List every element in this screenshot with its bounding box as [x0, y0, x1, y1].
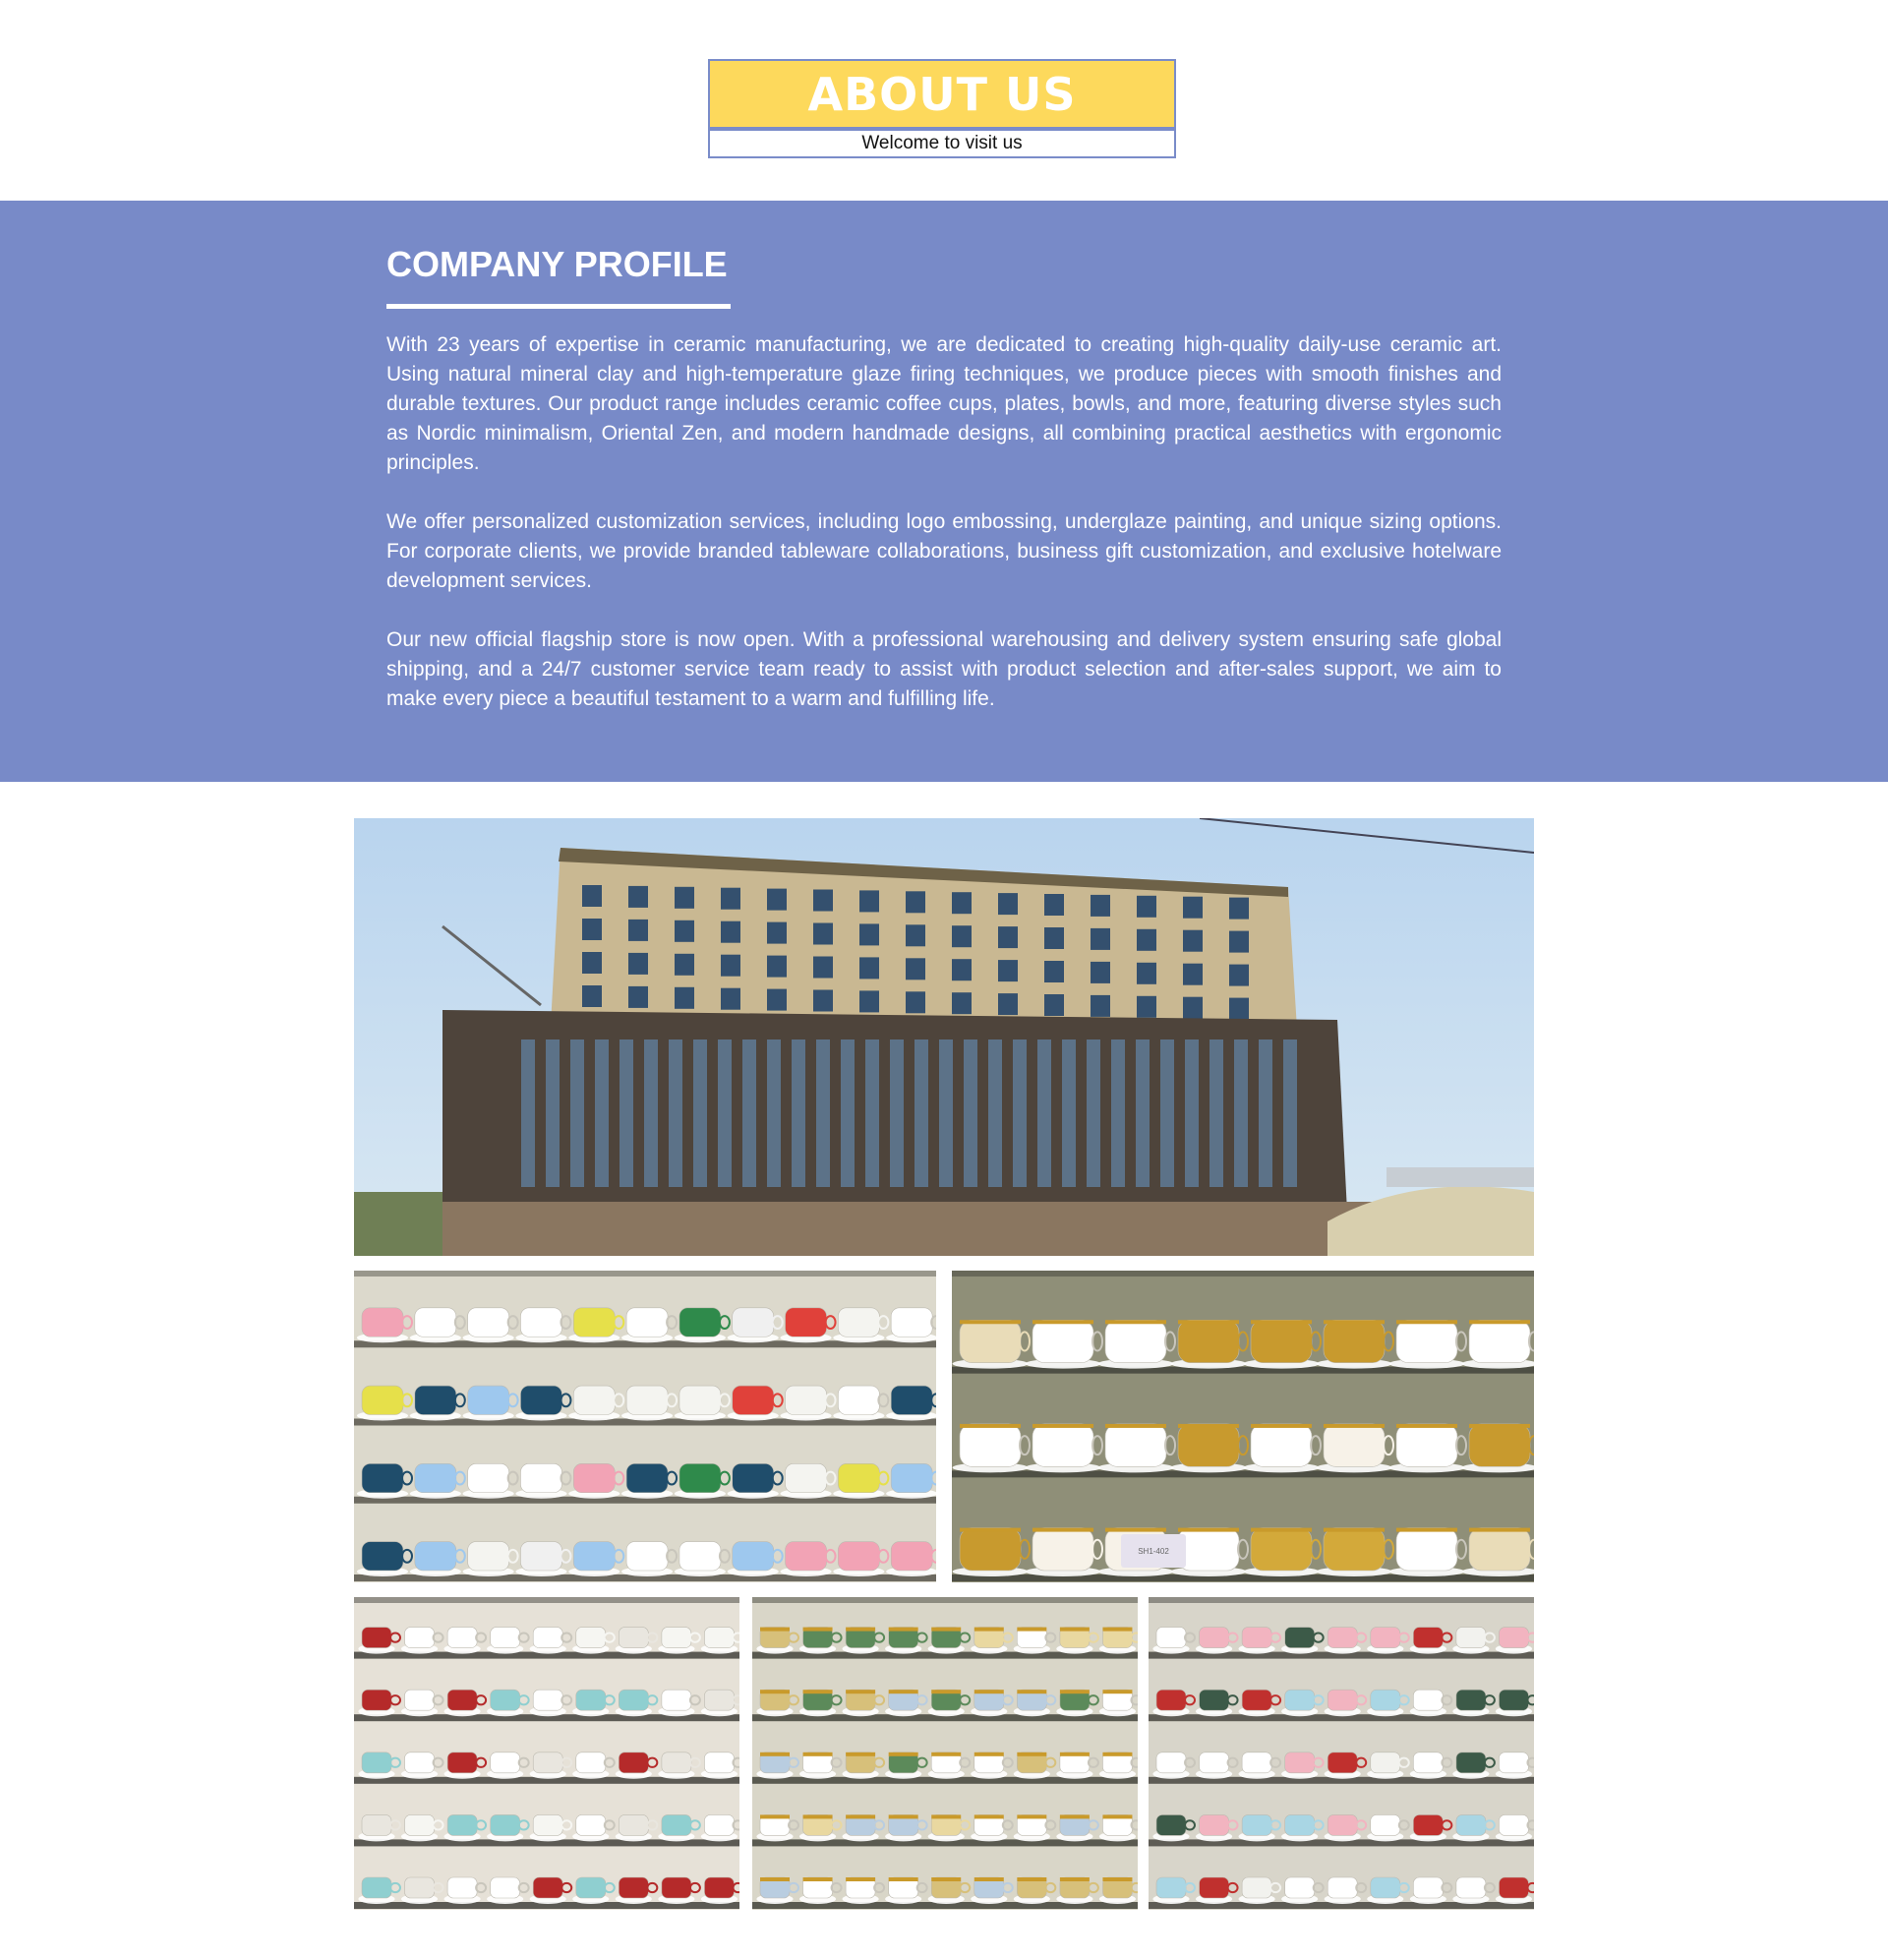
welcome-subtitle: Welcome to visit us — [861, 133, 1023, 153]
about-us-badge — [708, 59, 1176, 158]
showroom-shelves-photo-1 — [354, 1271, 936, 1582]
profile-paragraph-1: With 23 years of expertise in ceramic manufacturing, we are dedicated to creating high-quality daily-use ceramic art. Using natural mineral clay and high-temperature glaze firing techniques, we produce pieces with smooth finishes and durable textures. Our product range includes ceramic coffee cups, plates, bowls, and more, featuring diverse styles such as Nordic minimalism, Oriental Zen, and modern handmade designs, all combining practical aesthetics with ergonomic principles. — [386, 333, 1502, 474]
showroom-shelves-photo-4 — [1149, 1597, 1534, 1910]
about-us-banner — [710, 61, 1174, 131]
company-profile-heading: COMPANY PROFILE — [386, 244, 728, 284]
profile-paragraph-3: Our new official flagship store is now open. With a professional warehousing and delivery system ensuring safe global shipping, and a 24/7 customer service team ready to assist with product selection and after-sales support, we aim to make every piece a beautiful testament to a warm and fulfilling life. — [386, 628, 1502, 710]
product-tag — [1121, 1534, 1186, 1568]
showroom-gold-cups-photo — [952, 1271, 1534, 1582]
product-tag-label: SH1-402 — [1138, 1546, 1169, 1556]
company-profile-content — [386, 245, 1502, 743]
profile-paragraph-2: We offer personalized customization services, including logo embossing, underglaze painting, and unique sizing options. For corporate clients, we provide branded tableware collaborations, business gift customization, and exclusive hotelware development services. — [386, 510, 1502, 592]
factory-building-photo — [354, 818, 1534, 1256]
about-us-title: ABOUT US — [807, 67, 1077, 121]
showroom-shelves-photo-3 — [752, 1597, 1138, 1910]
heading-underline — [386, 304, 731, 309]
showroom-shelves-photo-2 — [354, 1597, 739, 1910]
company-profile-section — [0, 201, 1888, 782]
